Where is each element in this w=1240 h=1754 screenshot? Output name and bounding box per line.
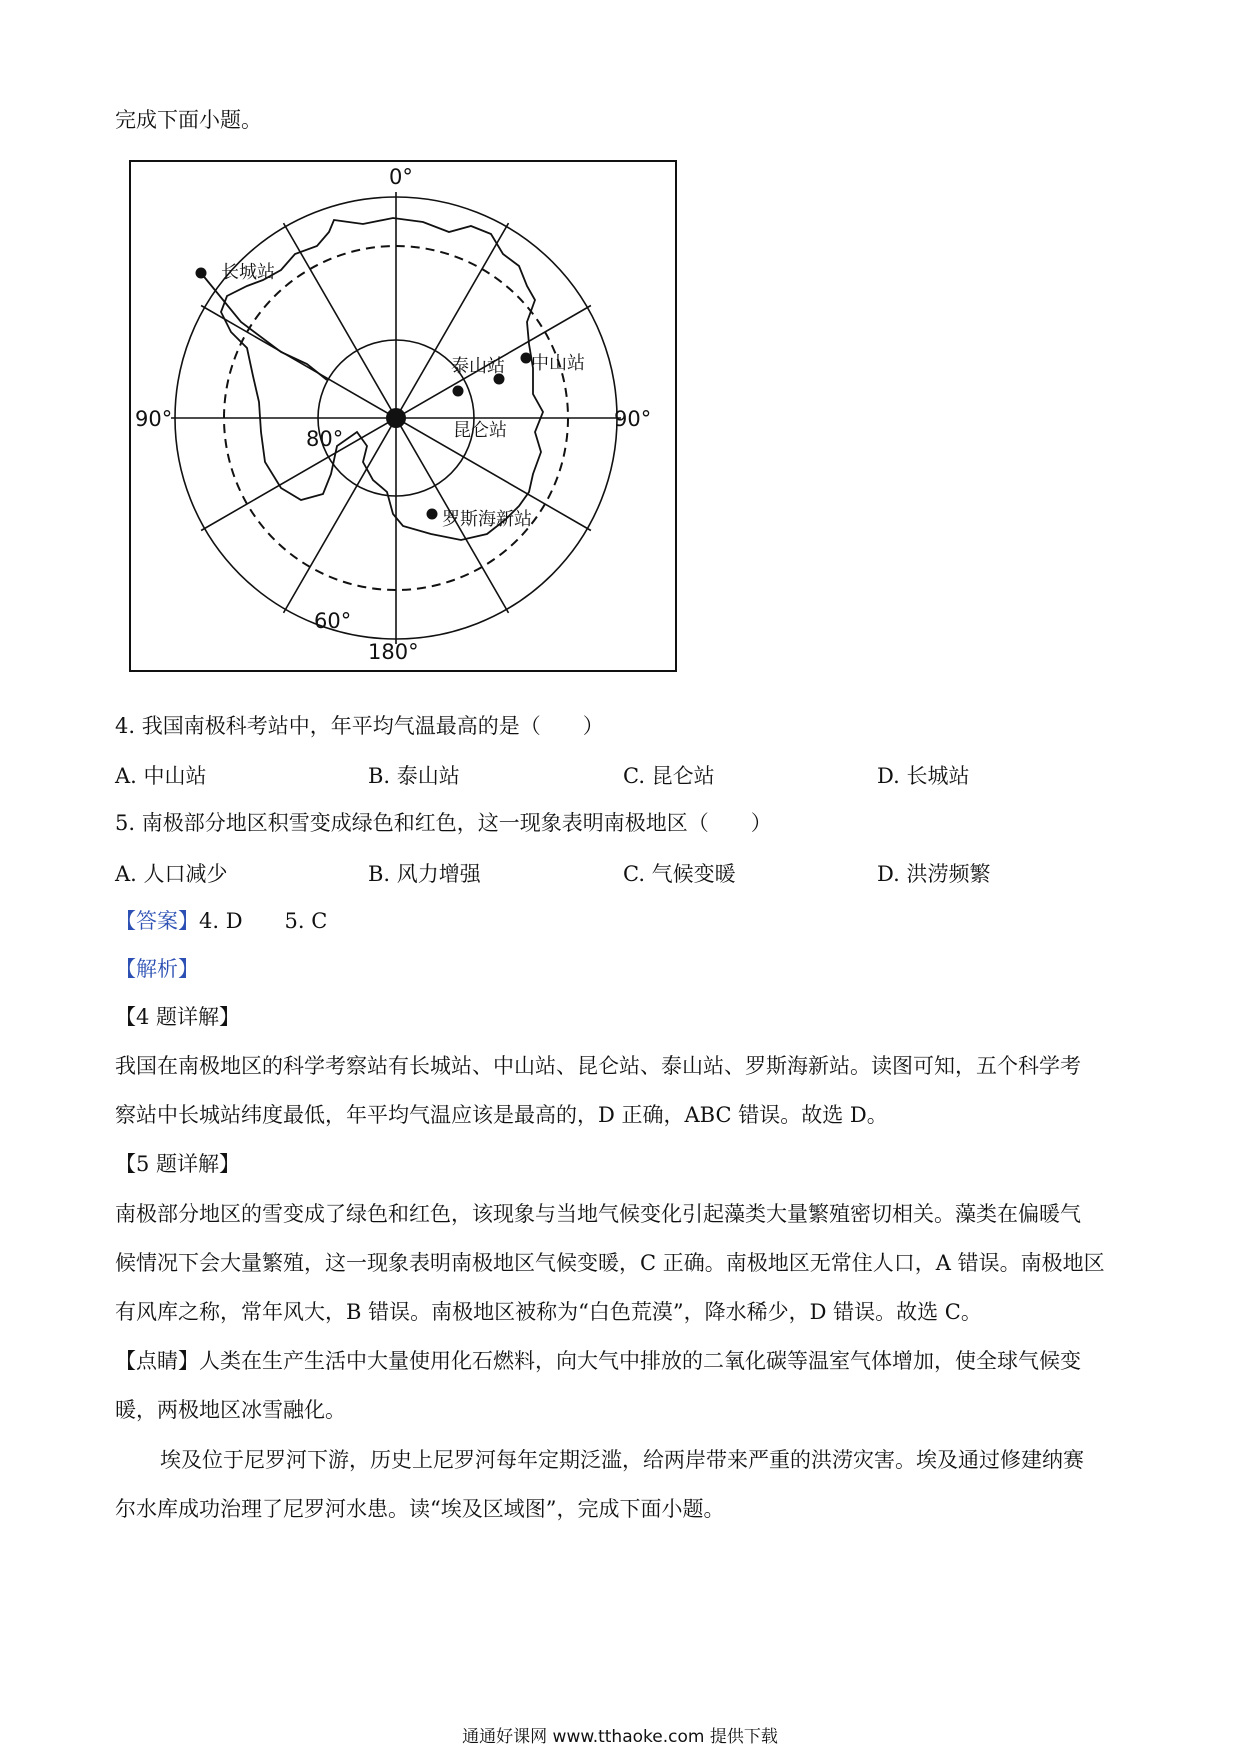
detail-5-tag: 【5 题详解】 bbox=[115, 1152, 241, 1176]
question-5-option-c: C. 气候变暖 bbox=[623, 862, 736, 886]
analysis-tag: 【解析】 bbox=[115, 957, 199, 981]
label-zhongshan-station: 中山站 bbox=[531, 353, 585, 374]
label-90-west: 90° bbox=[135, 407, 173, 431]
detail-5-line-3: 有风库之称，常年风大，B 错误。南极地区被称为“白色荒漠”，降水稀少，D 错误。故选 C。 bbox=[115, 1300, 982, 1324]
label-180-degree: 180° bbox=[368, 640, 419, 664]
detail-5-line-1: 南极部分地区的雪变成了绿色和红色，该现象与当地气候变化引起藻类大量繁殖密切相关。藻类在偏暖气 bbox=[115, 1202, 1081, 1226]
map-svg bbox=[131, 162, 674, 669]
changcheng-station-dot bbox=[196, 268, 207, 279]
label-changcheng-station: 长城站 bbox=[221, 262, 275, 283]
kunlun-station-dot bbox=[453, 386, 464, 397]
question-5-stem: 5. 南极部分地区积雪变成绿色和红色，这一现象表明南极地区（ ） bbox=[115, 811, 772, 835]
pointer-line-2: 暖，两极地区冰雪融化。 bbox=[115, 1398, 346, 1422]
page-footer: 通通好课网 www.tthaoke.com 提供下载 bbox=[462, 1727, 778, 1747]
answer-tag: 【答案】 bbox=[115, 909, 199, 933]
question-5-option-a: A. 人口减少 bbox=[115, 862, 228, 886]
question-5-option-d: D. 洪涝频繁 bbox=[877, 862, 991, 886]
antarctica-map bbox=[129, 160, 677, 672]
detail-4-line-1: 我国在南极地区的科学考察站有长城站、中山站、昆仑站、泰山站、罗斯海新站。读图可知，五个科学考 bbox=[115, 1054, 1081, 1078]
answer-text: 4. D 5. C bbox=[199, 909, 328, 933]
question-4-option-b: B. 泰山站 bbox=[368, 764, 460, 788]
intro-line: 完成下面小题。 bbox=[115, 108, 262, 132]
label-taishan-station: 泰山站 bbox=[451, 356, 505, 377]
label-0-degree: 0° bbox=[389, 165, 413, 189]
pointer-tag: 【点睛】 bbox=[115, 1349, 199, 1373]
next-intro-line-2: 尔水库成功治理了尼罗河水患。读“埃及区域图”，完成下面小题。 bbox=[115, 1497, 725, 1521]
label-80-degree: 80° bbox=[306, 427, 344, 451]
question-4-option-c: C. 昆仑站 bbox=[623, 764, 715, 788]
question-4-option-a: A. 中山站 bbox=[115, 764, 207, 788]
detail-5-line-2: 候情况下会大量繁殖，这一现象表明南极地区气候变暖，C 正确。南极地区无常住人口，A 错误。南极地区 bbox=[115, 1251, 1105, 1275]
detail-4-line-2: 察站中长城站纬度最低，年平均气温应该是最高的，D 正确，ABC 错误。故选 D。 bbox=[115, 1103, 888, 1127]
zhongshan-station-dot bbox=[521, 353, 532, 364]
label-60-degree: 60° bbox=[314, 609, 352, 633]
next-intro-line-1: 埃及位于尼罗河下游，历史上尼罗河每年定期泛滥，给两岸带来严重的洪涝灾害。埃及通过修建纳赛 bbox=[160, 1448, 1084, 1472]
label-kunlun-station: 昆仑站 bbox=[453, 420, 507, 441]
luosihai-station-dot bbox=[427, 509, 438, 520]
label-luosihai-station: 罗斯海新站 bbox=[442, 509, 532, 530]
pointer-line-1 bbox=[115, 1346, 1081, 1376]
label-90-east: 90° bbox=[614, 407, 652, 431]
pointer-text-1: 人类在生产生活中大量使用化石燃料，向大气中排放的二氧化碳等温室气体增加，使全球气候变 bbox=[199, 1349, 1081, 1373]
question-5-option-b: B. 风力增强 bbox=[368, 862, 481, 886]
answer-line bbox=[115, 906, 327, 936]
question-4-stem: 4. 我国南极科考站中，年平均气温最高的是（ ） bbox=[115, 714, 604, 738]
detail-4-tag: 【4 题详解】 bbox=[115, 1005, 241, 1029]
south-pole-marker bbox=[386, 408, 406, 428]
question-4-option-d: D. 长城站 bbox=[877, 764, 970, 788]
antarctic-peninsula bbox=[201, 273, 327, 380]
